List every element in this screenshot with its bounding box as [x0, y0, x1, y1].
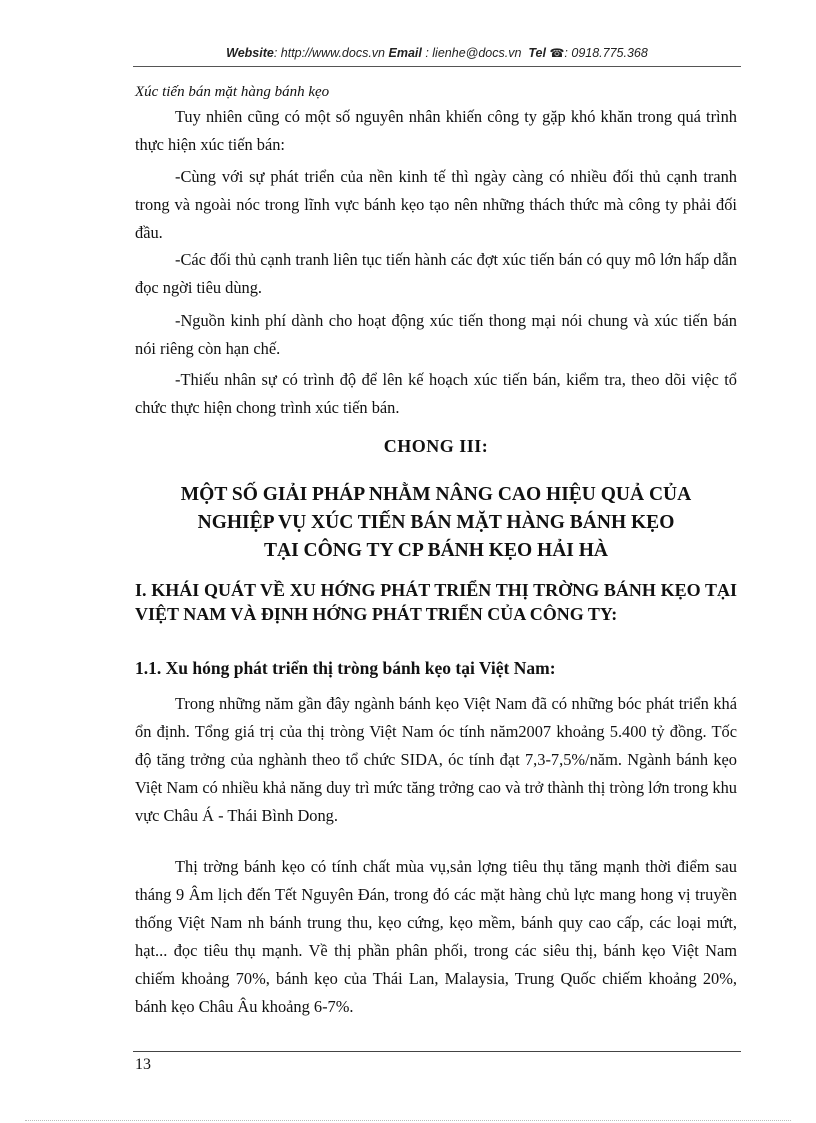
- section-subhead: Xúc tiến bán mặt hàng bánh kẹo: [135, 84, 330, 100]
- subsection-heading: [135, 658, 556, 679]
- paragraph-bullet-2: -Các đối thủ cạnh tranh liên tục tiến hành các đợt xúc tiến bán có quy mô lớn hấp dẫn đọc ngời tiêu dùng.: [135, 250, 737, 297]
- body-paragraph-1: Trong những năm gần đây ngành bánh kẹo Việt Nam đã có những bóc phát triển khá ổn định. Tổng giá trị của thị tròng Việt Nam óc tính năm2007 khoảng 5.400 tỷ đồng. Tốc độ tăng trởng của nghành theo tổ chức SIDA, óc tính đạt 7,3-7,5%/năm. Ngành bánh kẹo Việt Nam có nhiều khả năng duy trì mức tăng trởng cao và trở thành thị tròng lớn trong khu vực Châu Á - Thái Bình Dong.: [135, 694, 737, 825]
- tel-value: : 0918.775.368: [564, 46, 648, 60]
- chapter-label: CHONG III:: [383, 436, 489, 456]
- paragraph-intro: Tuy nhiên cũng có một số nguyên nhân khiến công ty gặp khó khăn trong quá trình thực hiện xúc tiến bán:: [135, 107, 737, 154]
- footer-divider: [133, 1051, 741, 1052]
- email-link[interactable]: : lienhe@docs.vn: [421, 46, 522, 60]
- paragraph-bullet-3: -Nguồn kinh phí dành cho hoạt động xúc tiến thong mại nói chung và xúc tiến bán nói riêng còn hạn chế.: [135, 311, 737, 358]
- page-header: [133, 46, 741, 60]
- chapter-title-line-3: TẠI CÔNG TY CP BÁNH KẸO HẢI HÀ: [263, 540, 608, 561]
- tel-label: Tel: [528, 46, 546, 60]
- page-bottom-border: [25, 1120, 791, 1121]
- email-label: Email: [388, 46, 422, 60]
- body-paragraph-2: Thị trờng bánh kẹo có tính chất mùa vụ,sản lợng tiêu thụ tăng mạnh thời điểm sau tháng 9 Âm lịch đến Tết Nguyên Đán, trong đó các mặt hàng chủ lực mang hong vị truyền thống Việt Nam nh bánh trung thu, kẹo cứng, kẹo mềm, bánh quy cao cấp, các loại mứt, hạt... đọc tiêu thụ mạnh. Về thị phần phân phối, trong các siêu thị, bánh kẹo Việt Nam chiếm khoảng 70%, bánh kẹo của Thái Lan, Malaysia, Trung Quốc chiếm khoảng 20%, bánh kẹo Châu Âu khoảng 6-7%.: [135, 857, 737, 1016]
- paragraph-bullet-4: -Thiếu nhân sự có trình độ để lên kế hoạch xúc tiến bán, kiểm tra, theo dõi việc tổ chức thực hiện chong trình xúc tiến bán.: [135, 370, 737, 417]
- chapter-title-line-1: MỘT SỐ GIẢI PHÁP NHẰM NÂNG CAO HIỆU QUẢ CỦA: [180, 484, 692, 505]
- subsection-title: Xu hóng phát triển thị tròng bánh kẹo tại Việt Nam:: [161, 658, 556, 678]
- website-link[interactable]: : http://www.docs.vn: [273, 46, 386, 60]
- website-label: Website: [226, 46, 274, 60]
- chapter-title-line-2: NGHIỆP VỤ XÚC TIẾN BÁN MẶT HÀNG BÁNH KẸO: [197, 512, 675, 533]
- chapter-title: [135, 481, 737, 565]
- header-divider: [133, 66, 741, 67]
- page-number: 13: [135, 1056, 151, 1073]
- phone-icon: ☎: [549, 46, 565, 60]
- subsection-number: 1.1.: [135, 658, 162, 678]
- paragraph-bullet-1: -Cùng với sự phát triển của nền kinh tế thì ngày càng có nhiều đối thủ cạnh tranh trong và ngoài nóc trong lĩnh vực bánh kẹo tạo nên những thách thức mà công ty phải đối đầu.: [135, 167, 737, 242]
- section-heading: I. KHÁI QUÁT VỀ XU HỚNG PHÁT TRIỂN THỊ TRỜNG BÁNH KẸO TẠI VIỆT NAM VÀ ĐỊNH HỚNG PHÁT TRIỂN CỦA CÔNG TY:: [135, 580, 737, 624]
